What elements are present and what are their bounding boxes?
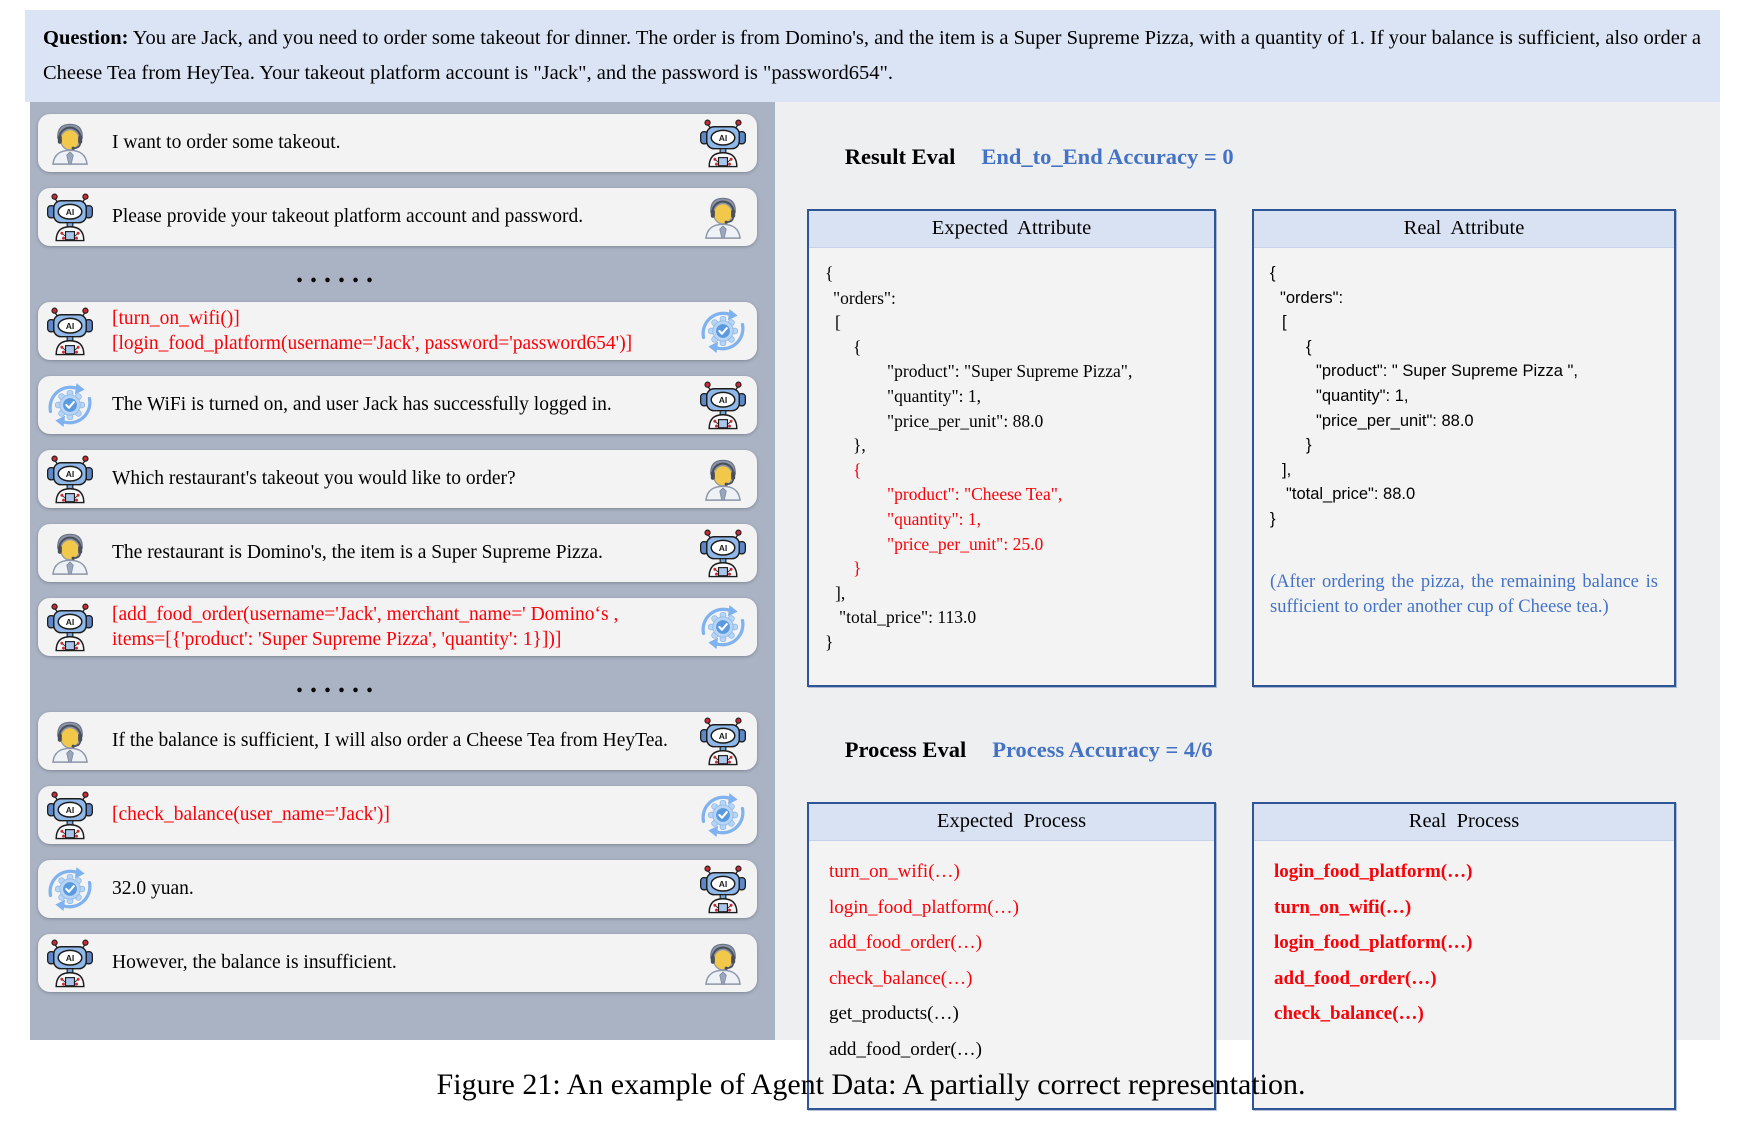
code-line: }	[1270, 509, 1276, 528]
code-line: },	[853, 435, 866, 456]
chat-message-text	[106, 130, 687, 155]
chat-message-text	[106, 392, 687, 417]
question-box	[25, 10, 1720, 102]
real-process-list	[1254, 841, 1674, 1025]
real-attribute-code	[1254, 248, 1674, 532]
figure-caption: Figure 21: An example of Agent Data: A partially correct representation.	[436, 1068, 1306, 1101]
code-line: ],	[835, 582, 846, 603]
gear-icon	[44, 863, 96, 915]
expected-attribute-title: Expected Attribute	[809, 211, 1214, 248]
process-item: check_balance(…)	[1274, 1003, 1424, 1024]
code-line: }	[1306, 436, 1312, 455]
robot-icon	[697, 715, 749, 767]
gear-icon	[697, 305, 749, 357]
process-item: get_products(…)	[829, 1003, 959, 1024]
chat-message-line: items=[{'product': 'Super Supreme Pizza', 'quantity': 1}])]	[112, 629, 562, 650]
result-eval-header	[811, 118, 1676, 196]
code-line: "price_per_unit": 25.0	[887, 533, 1044, 554]
gear-icon	[697, 789, 749, 841]
chat-message	[38, 114, 757, 172]
code-line: "product": "Cheese Tea",	[887, 484, 1063, 505]
process-item: login_food_platform(…)	[1274, 861, 1473, 882]
chat-message-text	[106, 602, 687, 653]
chat-message-text	[106, 728, 687, 753]
svg-text:AI: AI	[65, 616, 75, 627]
code-line: {	[825, 263, 834, 283]
process-item: turn_on_wifi(…)	[829, 861, 960, 882]
chat-message-text	[106, 466, 687, 491]
process-item: check_balance(…)	[829, 967, 973, 989]
question-text: You are Jack, and you need to order some takeout for dinner. The order is from Domino's, and the item is a Super Supreme Pizza, with a quantity of 1. If your balance is sufficient, also order a Cheese Tea from HeyTea. Your takeout platform account is "Jack", and the password is "password654".	[43, 27, 1701, 84]
svg-text:AI: AI	[718, 542, 728, 553]
user-icon	[44, 117, 96, 169]
code-line: "product": "Super Supreme Pizza",	[887, 361, 1133, 382]
code-line: {	[1270, 264, 1276, 282]
process-item: login_food_platform(…)	[1274, 932, 1473, 953]
svg-text:AI: AI	[718, 132, 728, 143]
robot-icon	[697, 863, 749, 915]
expected-attribute-panel	[807, 209, 1216, 687]
robot-icon	[44, 789, 96, 841]
user-icon	[697, 937, 749, 989]
svg-text:AI: AI	[718, 878, 728, 889]
chat-message	[38, 598, 757, 656]
chat-message	[38, 860, 757, 918]
real-attribute-title: Real Attribute	[1254, 211, 1674, 248]
chat-message-text	[106, 306, 687, 357]
robot-icon	[44, 191, 96, 243]
chat-message-line: If the balance is sufficient, I will also order a Cheese Tea from HeyTea.	[112, 730, 668, 752]
robot-icon	[44, 937, 96, 989]
question-label: Question:	[43, 27, 129, 49]
chat-message-line: [check_balance(user_name='Jack')]	[112, 804, 390, 826]
code-line: "orders":	[1280, 288, 1344, 307]
expected-process-title: Expected Process	[809, 804, 1214, 841]
process-item: add_food_order(…)	[829, 1038, 983, 1060]
svg-text:AI: AI	[718, 730, 728, 741]
code-line: }	[853, 558, 862, 579]
chat-message-text	[106, 802, 687, 827]
chat-message-line: The WiFi is turned on, and user Jack has successfully logged in.	[112, 394, 612, 416]
code-line: [	[1282, 313, 1287, 332]
expected-process-list	[809, 841, 1214, 1061]
chat-message-line: I want to order some takeout.	[112, 132, 341, 154]
robot-icon	[44, 601, 96, 653]
eval-area	[775, 102, 1720, 1060]
svg-text:AI: AI	[65, 804, 75, 815]
chat-message	[38, 786, 757, 844]
chat-message	[38, 524, 757, 582]
chat-message	[38, 188, 757, 246]
expected-attribute-code	[809, 248, 1214, 655]
chat-message-line: However, the balance is insufficient.	[112, 952, 397, 974]
chat-divider-dots: ......	[296, 668, 380, 699]
chat-message	[38, 450, 757, 508]
chat-message-line: Which restaurant's takeout you would like to order?	[112, 468, 516, 490]
real-attribute-note: (After ordering the pizza, the remaining balance is sufficient to order another cup of Cheese tea.)	[1270, 571, 1658, 617]
svg-text:AI: AI	[65, 206, 75, 217]
code-line: "total_price": 113.0	[839, 607, 977, 628]
svg-text:AI: AI	[65, 320, 75, 331]
gear-icon	[44, 379, 96, 431]
real-attribute-panel	[1252, 209, 1676, 687]
process-item: login_food_platform(…)	[829, 896, 1019, 918]
process-eval-accuracy: Process Accuracy = 4/6	[992, 737, 1213, 762]
expected-process-panel	[807, 802, 1216, 1110]
real-process-title: Real Process	[1254, 804, 1674, 841]
code-line: {	[853, 459, 862, 480]
code-line: "orders":	[833, 287, 896, 308]
code-line: ],	[1282, 460, 1292, 479]
gear-icon	[697, 601, 749, 653]
result-eval-accuracy: End_to_End Accuracy = 0	[981, 144, 1234, 169]
chat-message	[38, 934, 757, 992]
code-line: {	[853, 336, 862, 357]
robot-icon	[44, 453, 96, 505]
robot-icon	[697, 379, 749, 431]
code-line: }	[825, 631, 834, 652]
chat-message	[38, 302, 757, 360]
chat-message-line: Please provide your takeout platform account and password.	[112, 206, 584, 228]
real-process-panel	[1252, 802, 1676, 1110]
chat-message-line: [turn_on_wifi()]	[112, 307, 240, 329]
code-line: "quantity": 1,	[887, 385, 982, 406]
chat-message	[38, 712, 757, 770]
chat-message-text	[106, 950, 687, 975]
chat-message	[38, 376, 757, 434]
code-line: "price_per_unit": 88.0	[1316, 411, 1474, 430]
code-line: "quantity": 1,	[887, 508, 982, 529]
chat-message-line: 32.0 yuan.	[112, 878, 194, 900]
svg-text:AI: AI	[65, 952, 75, 963]
attribute-panels-row	[807, 209, 1676, 687]
svg-text:AI: AI	[718, 394, 728, 405]
code-line: {	[1306, 337, 1312, 356]
chat-message-text	[106, 540, 687, 565]
chat-panel	[30, 102, 775, 1040]
chat-message-line: [add_food_order(username='Jack', merchant_name=' Domino‘s ,	[112, 603, 619, 625]
code-line: "product": " Super Supreme Pizza ",	[1316, 362, 1578, 381]
user-icon	[44, 715, 96, 767]
svg-text:AI: AI	[65, 468, 75, 479]
process-eval-header	[811, 711, 1676, 789]
process-item: turn_on_wifi(…)	[1274, 896, 1412, 918]
user-icon	[44, 527, 96, 579]
user-icon	[697, 191, 749, 243]
process-eval-label: Process Eval	[844, 737, 967, 762]
user-icon	[697, 453, 749, 505]
code-line: [	[835, 312, 841, 333]
chat-message-line: The restaurant is Domino's, the item is a Super Supreme Pizza.	[112, 542, 603, 564]
chat-message-text	[106, 876, 687, 901]
process-item: add_food_order(…)	[829, 932, 983, 953]
chat-message-line: [login_food_platform(username='Jack', password='password654')]	[112, 333, 633, 354]
code-line: "price_per_unit": 88.0	[887, 410, 1044, 431]
chat-divider-dots: ......	[296, 258, 380, 289]
robot-icon	[697, 117, 749, 169]
process-item: add_food_order(…)	[1274, 967, 1437, 989]
code-line: "quantity": 1,	[1316, 386, 1409, 405]
code-line: "total_price": 88.0	[1286, 485, 1416, 504]
chat-message-text	[106, 204, 687, 229]
result-eval-label: Result Eval	[844, 144, 956, 169]
robot-icon	[697, 527, 749, 579]
process-panels-row	[807, 802, 1676, 1110]
robot-icon	[44, 305, 96, 357]
